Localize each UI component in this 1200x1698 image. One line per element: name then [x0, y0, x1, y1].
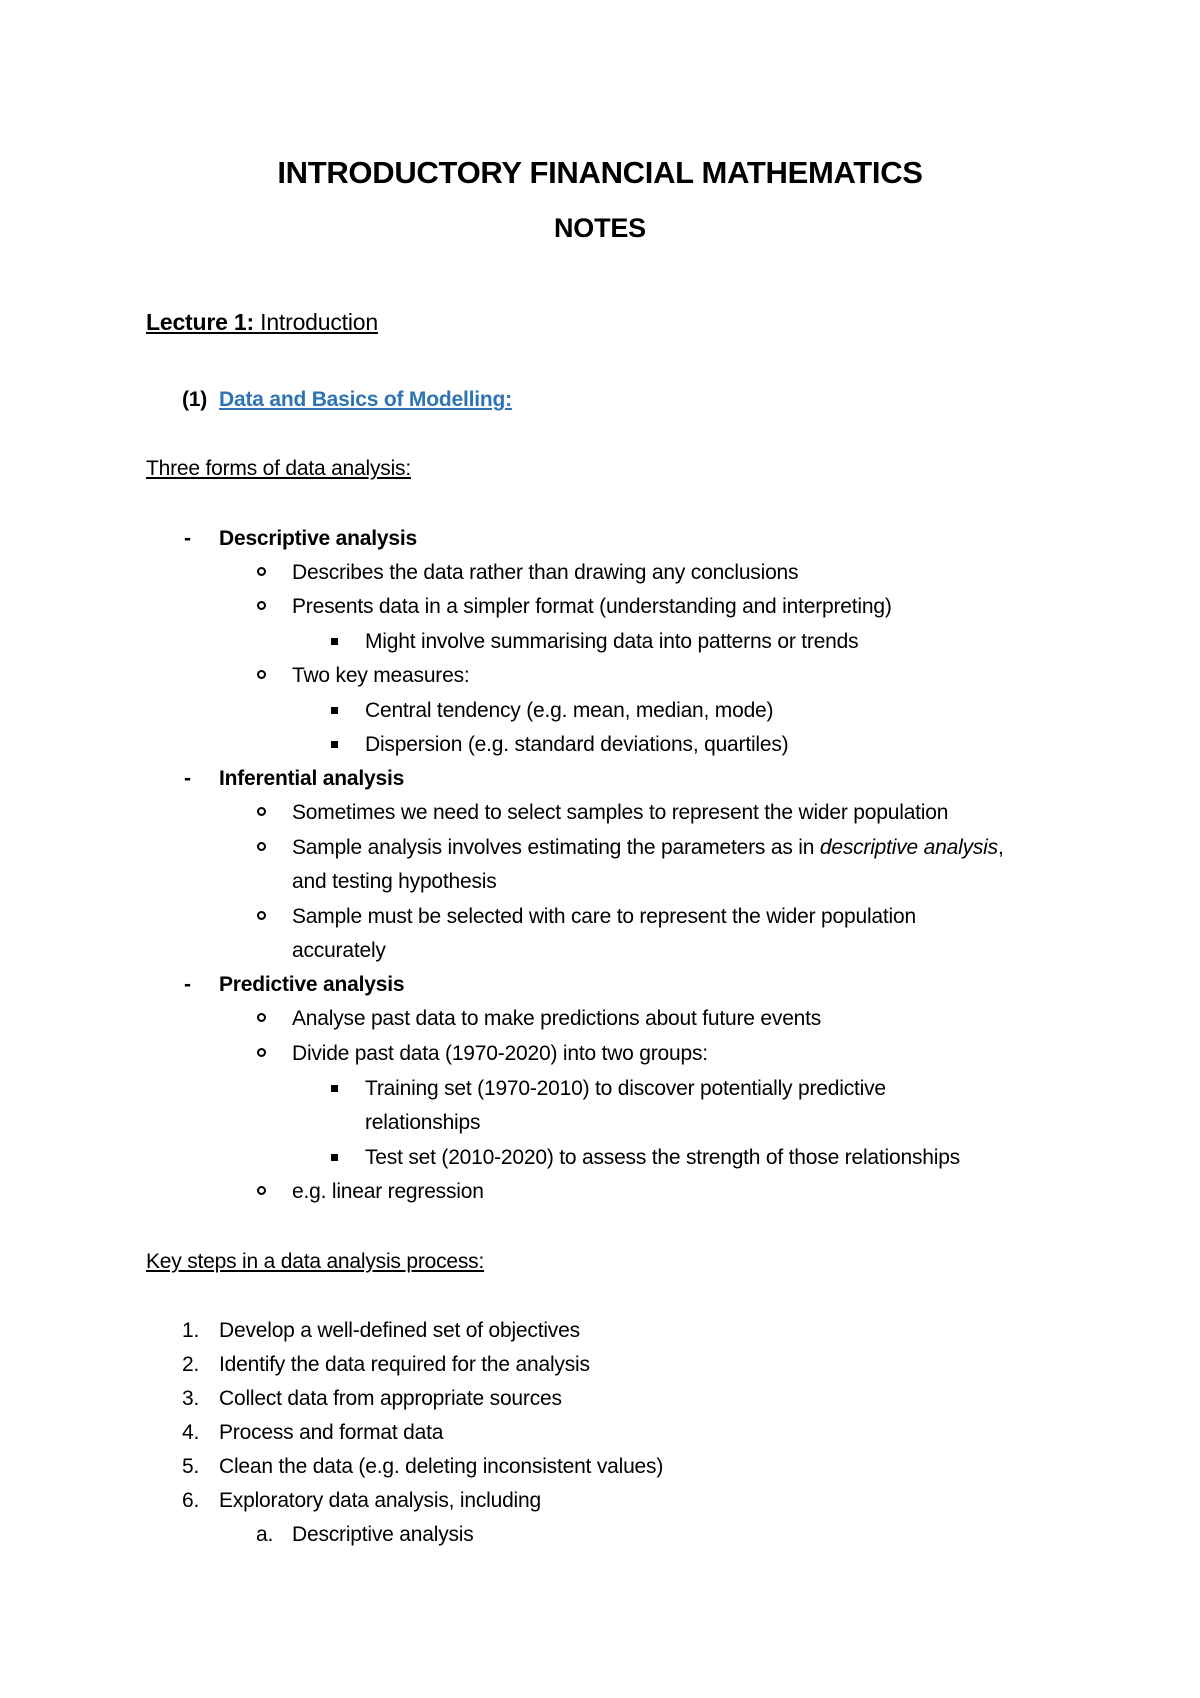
circle-bullet: [257, 1013, 266, 1022]
list-item: Divide past data (1970-2020) into two groups:: [292, 1042, 708, 1065]
list-item: Two key measures:: [292, 664, 470, 687]
step-text: Collect data from appropriate sources: [219, 1387, 562, 1410]
section-number: (1): [182, 388, 208, 411]
list-item: [292, 835, 1004, 861]
circle-bullet: [257, 911, 266, 920]
step-number: 4.: [182, 1421, 200, 1444]
step-text: Process and format data: [219, 1421, 444, 1444]
step-number: 3.: [182, 1387, 200, 1410]
circle-bullet: [257, 601, 266, 610]
list-item: Sample must be selected with care to represent the wider population: [292, 905, 916, 928]
substep-letter: a.: [256, 1523, 274, 1546]
section-title-link[interactable]: Data and Basics of Modelling:: [219, 388, 512, 411]
lecture-label: Lecture 1:: [146, 309, 254, 335]
document-title: INTRODUCTORY FINANCIAL MATHEMATICS: [277, 155, 923, 190]
step-number: 6.: [182, 1489, 200, 1512]
circle-bullet: [257, 1186, 266, 1195]
list-item: e.g. linear regression: [292, 1180, 484, 1203]
step-number: 2.: [182, 1353, 200, 1376]
circle-bullet: [257, 842, 266, 851]
predictive-title: Predictive analysis: [219, 973, 405, 996]
list-item: Describes the data rather than drawing any conclusions: [292, 561, 799, 584]
list-item-continuation: accurately: [292, 939, 386, 962]
list-item: Sometimes we need to select samples to represent the wider population: [292, 801, 949, 824]
step-text: Exploratory data analysis, including: [219, 1489, 541, 1512]
list-item: Dispersion (e.g. standard deviations, quartiles): [365, 733, 789, 756]
circle-bullet: [257, 1048, 266, 1057]
step-number: 5.: [182, 1455, 200, 1478]
lecture-name: Introduction: [260, 309, 378, 335]
step-text: Identify the data required for the analysis: [219, 1353, 590, 1376]
substep-text: Descriptive analysis: [292, 1523, 474, 1546]
lecture-heading: [146, 309, 378, 335]
document-subtitle: NOTES: [553, 213, 646, 243]
list-item: Training set (1970-2010) to discover potentially predictive: [365, 1077, 886, 1100]
descriptive-title: Descriptive analysis: [219, 527, 417, 550]
list-item: Presents data in a simpler format (understanding and interpreting): [292, 595, 892, 618]
square-bullet: [331, 1085, 338, 1092]
list-item-text: Sample analysis involves estimating the parameters as in: [292, 836, 815, 859]
steps-heading: Key steps in a data analysis process:: [146, 1250, 485, 1273]
list-item-emphasis: descriptive analysis: [819, 836, 998, 859]
square-bullet: [331, 638, 338, 645]
dash-bullet: -: [184, 973, 191, 996]
list-item: Might involve summarising data into patterns or trends: [365, 630, 859, 653]
square-bullet: [331, 707, 338, 714]
circle-bullet: [257, 670, 266, 679]
list-item: Central tendency (e.g. mean, median, mode): [365, 699, 774, 722]
dash-bullet: -: [184, 767, 191, 790]
list-item-punctuation: ,: [997, 836, 1004, 859]
inferential-title: Inferential analysis: [219, 767, 405, 790]
forms-heading: Three forms of data analysis:: [146, 457, 411, 480]
list-item: Test set (2010-2020) to assess the strength of those relationships: [365, 1146, 960, 1169]
square-bullet: [331, 1154, 338, 1161]
step-text: Clean the data (e.g. deleting inconsistent values): [219, 1455, 664, 1478]
circle-bullet: [257, 807, 266, 816]
dash-bullet: -: [184, 527, 191, 550]
square-bullet: [331, 741, 338, 748]
step-number: 1.: [182, 1319, 200, 1342]
step-text: Develop a well-defined set of objectives: [219, 1319, 580, 1342]
circle-bullet: [257, 567, 266, 576]
list-item-continuation: and testing hypothesis: [292, 870, 497, 893]
list-item-continuation: relationships: [365, 1111, 481, 1134]
list-item: Analyse past data to make predictions about future events: [292, 1007, 822, 1030]
